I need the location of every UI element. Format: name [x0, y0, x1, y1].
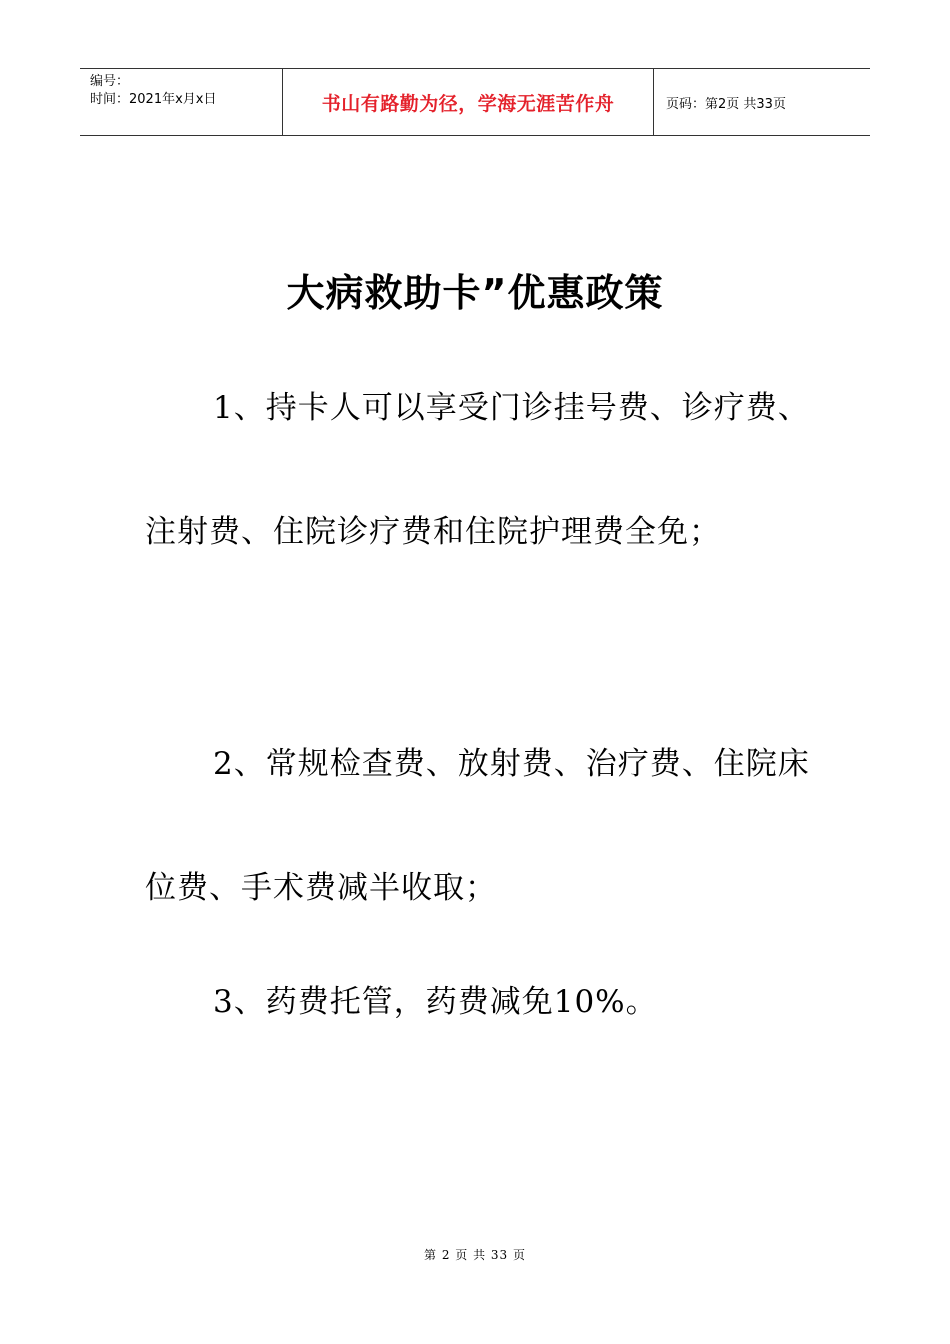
paragraph-3	[145, 940, 825, 1064]
header-motto: 书山有路勤为径，学海无涯苦作舟	[282, 69, 654, 135]
header-page-info: 页码：第2页 共33页	[666, 96, 786, 112]
header-meta	[80, 69, 282, 135]
paragraph-2-text: 2、常规检查费、放射费、治疗费、住院床位费、手术费减半收取；	[145, 746, 810, 906]
page-header	[80, 68, 870, 136]
time-label: 时间：2021年x月x日	[90, 92, 217, 107]
document-title: 大病救助卡”优惠政策	[286, 271, 664, 315]
number-label: 编号：	[90, 74, 130, 89]
paragraph-3-text: 3、药费托管，药费减免10%。	[213, 984, 658, 1020]
paragraph-2	[145, 702, 825, 950]
paragraph-1	[145, 346, 825, 594]
page-footer: 第 2 页 共 33 页	[424, 1248, 526, 1262]
paragraph-1-text: 1、持卡人可以享受门诊挂号费、诊疗费、注射费、住院诊疗费和住院护理费全免；	[145, 390, 810, 550]
